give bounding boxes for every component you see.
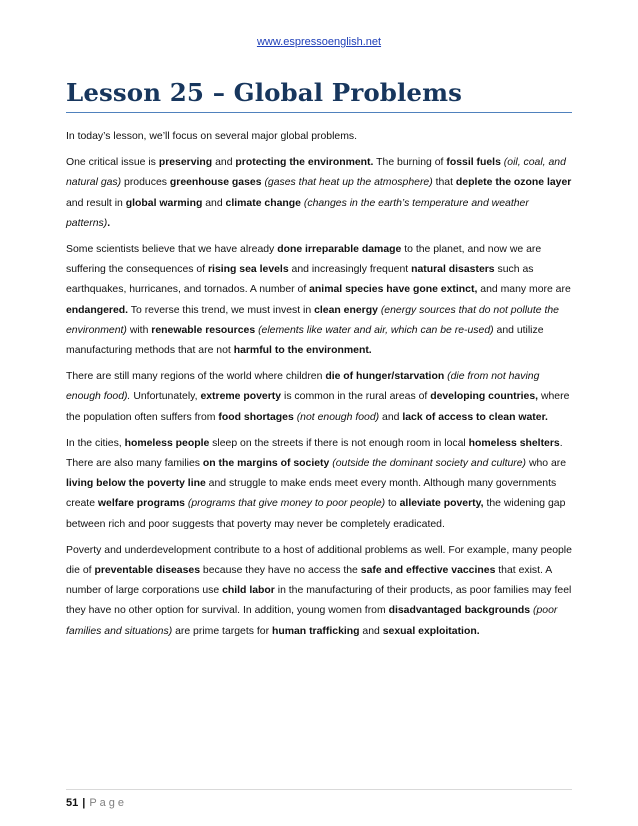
italic-definition: (elements like water and air, which can be re-used) [258,324,494,336]
lesson-body [66,127,572,648]
bold-term: protecting the environment. [235,157,374,169]
text-run: Some scientists believe that we have already [66,244,278,256]
bold-term: deplete the ozone layer [455,177,572,189]
text-run: who are [526,458,567,470]
italic-definition: (poor families and situations) [66,605,558,637]
italic-definition: (energy sources that do not pollute the environment) [66,304,559,336]
text-run: with [126,324,152,336]
text-run: sleep on the streets if there is not enough room in local [209,437,469,449]
page-footer [66,797,127,809]
bold-term: food shortages [218,411,294,423]
bold-term: preventable diseases [94,565,201,577]
lesson-title: Lesson 25 – Global Problems [66,78,463,107]
italic-definition: (oil, coal, and natural gas) [66,157,566,189]
bold-term: alleviate poverty, [399,498,484,510]
text-run: In the cities, [66,437,125,449]
bold-term: animal species have gone extinct, [309,284,478,296]
bold-term: safe and effective vaccines [360,565,496,577]
bold-term: homeless shelters [468,437,560,449]
italic-definition: (programs that give money to poor people) [187,498,386,510]
text-run: in the manufacturing of their products, as poor families may feel they have no other option for survival. In addition, young women from [66,585,572,617]
text-run: In today’s lesson, we’ll focus on several major global problems. [66,131,358,142]
text-run: and increasingly frequent [288,264,412,276]
text-run: and struggle to make ends meet every month. Although many governments create [66,478,557,510]
text-run: The burning of [373,157,447,169]
footer-divider [66,789,572,790]
page-number: 51 [66,797,79,809]
text-run: . There are also many families [66,437,563,470]
paragraph-4 [66,367,572,428]
text-run: where the population often suffers from [66,391,570,423]
paragraph-2 [66,153,572,234]
bold-term: welfare programs [97,498,185,510]
bold-term: living below the poverty line [66,478,206,490]
italic-definition: (die from not having enough food). [66,371,540,403]
text-run: produces [121,177,170,189]
text-run: Unfortunately, [130,391,201,403]
italic-definition: (outside the dominant society and culture) [332,458,527,470]
text-run: and [202,197,226,209]
paragraph-5 [66,434,572,535]
bold-term: human trafficking [271,625,360,637]
bold-term: climate change [225,197,301,209]
bold-term: extreme poverty [200,391,282,403]
text-run: and result in [66,197,126,209]
paragraph-3 [66,240,572,361]
text-run: such as earthquakes, hurricanes, and tornados. A number of [66,264,534,296]
text-run: because they have no access the [200,565,361,577]
text-run: Poverty and underdevelopment contribute to a host of additional problems as well. For example, many people die of [66,544,572,577]
text-run: are prime targets for [172,625,272,637]
bold-term: . [107,217,111,229]
title-underline [66,112,572,113]
text-run: the widening gap between rich and poor suggests that poverty may never be completely eradicated. [66,498,566,530]
text-run: There are still many regions of the world where children [66,371,326,383]
page-word: Page [89,797,128,809]
paragraph-6 [66,541,572,642]
bold-term: disadvantaged backgrounds [388,605,531,617]
italic-definition: (gases that heat up the atmosphere) [264,177,433,189]
bold-term: developing countries, [430,391,539,403]
bold-term: natural disasters [411,264,495,276]
text-run: that exist. A number of large corporations use [66,565,552,597]
bold-term: harmful to the environment. [233,345,372,357]
text-run: and utilize manufacturing methods that are not [66,324,544,357]
bold-term: homeless people [124,437,210,449]
footer-separator: | [82,797,86,809]
text-run: to [385,498,400,510]
text-run: One critical issue is [66,157,159,169]
italic-definition: (not enough food) [296,411,380,423]
italic-definition: (changes in the earth’s temperature and weather patterns) [66,197,529,229]
text-run: is common in the rural areas of [281,391,431,403]
text-run: and many more are [477,284,571,296]
bold-term: fossil fuels [446,157,501,169]
bold-term: renewable resources [151,324,256,336]
bold-term: global warming [125,197,203,209]
bold-term: die of hunger/starvation [325,371,445,383]
bold-term: lack of access to clean water. [402,411,548,423]
bold-term: child labor [222,585,275,597]
paragraph-1 [66,127,572,147]
bold-term: done irreparable damage [277,244,402,256]
bold-term: preserving [158,157,213,169]
text-run: that [432,177,456,189]
bold-term: on the margins of society [202,458,330,470]
text-run: and [379,411,403,423]
bold-term: sexual exploitation. [382,625,480,637]
text-run: and [359,625,383,637]
bold-term: rising sea levels [207,264,289,276]
bold-term: greenhouse gases [169,177,262,189]
text-run: to the planet, and now we are suffering the consequences of [66,244,542,276]
bold-term: clean energy [314,304,378,316]
bold-term: endangered. [66,304,129,316]
text-run: To reverse this trend, we must invest in [128,304,315,316]
text-run: and [212,157,236,169]
header-website-link[interactable]: www.espressoenglish.net [256,36,382,48]
